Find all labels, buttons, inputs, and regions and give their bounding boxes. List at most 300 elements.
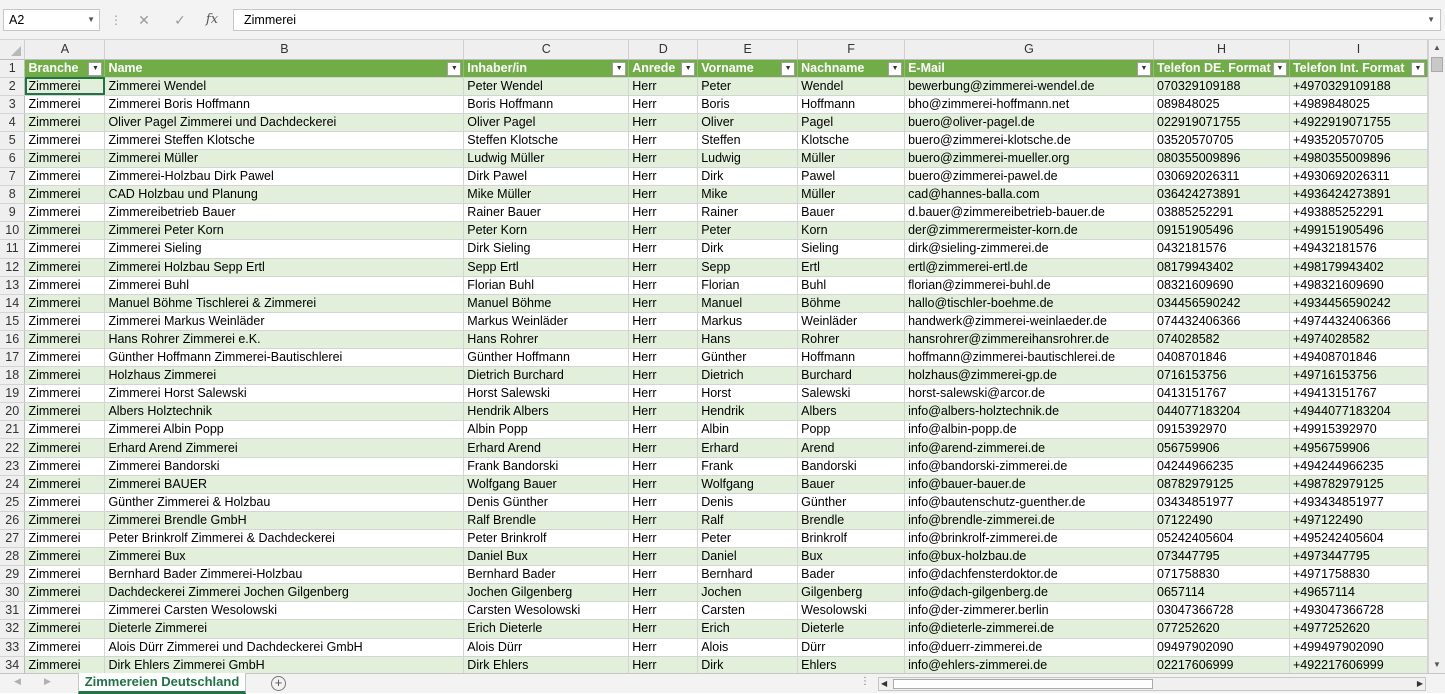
horizontal-scrollbar[interactable] (878, 677, 1426, 691)
table-cell[interactable]: florian@zimmerei-buhl.de (905, 276, 1154, 294)
table-cell[interactable]: Zimmerei Sieling (105, 240, 464, 258)
table-cell[interactable]: +4934456590242 (1289, 294, 1427, 312)
table-cell[interactable]: info@albin-popp.de (905, 421, 1154, 439)
table-cell[interactable]: Zimmerei Markus Weinläder (105, 312, 464, 330)
table-cell[interactable]: Denis (698, 493, 798, 511)
table-cell[interactable]: Erich Dieterle (464, 620, 629, 638)
table-cell[interactable]: 073447795 (1154, 548, 1290, 566)
table-cell[interactable]: +499497902090 (1289, 638, 1427, 656)
table-cell[interactable]: Rohrer (798, 330, 905, 348)
table-cell[interactable]: Zimmerei (25, 475, 105, 493)
select-all-button[interactable] (0, 40, 25, 59)
row-number[interactable]: 10 (0, 222, 25, 240)
table-cell[interactable]: Bux (798, 548, 905, 566)
table-cell[interactable]: Sepp (698, 258, 798, 276)
table-cell[interactable]: Bauer (798, 475, 905, 493)
table-cell[interactable]: Dieterle (798, 620, 905, 638)
table-cell[interactable]: Hans (698, 330, 798, 348)
header-cell[interactable] (464, 59, 629, 77)
table-cell[interactable]: buero@zimmerei-mueller.org (905, 149, 1154, 167)
table-cell[interactable]: Ehlers (798, 656, 905, 673)
table-cell[interactable]: Zimmerei Müller (105, 149, 464, 167)
table-cell[interactable]: Zimmerei (25, 240, 105, 258)
row-number[interactable]: 18 (0, 367, 25, 385)
table-cell[interactable]: Oliver Pagel Zimmerei und Dachdeckerei (105, 113, 464, 131)
table-cell[interactable]: Herr (629, 475, 698, 493)
table-cell[interactable]: +4971758830 (1289, 566, 1427, 584)
table-cell[interactable]: info@bauer-bauer.de (905, 475, 1154, 493)
table-cell[interactable]: Herr (629, 113, 698, 131)
table-cell[interactable]: Horst (698, 385, 798, 403)
table-cell[interactable]: info@bux-holzbau.de (905, 548, 1154, 566)
table-cell[interactable]: holzhaus@zimmerei-gp.de (905, 367, 1154, 385)
table-cell[interactable]: Wolfgang Bauer (464, 475, 629, 493)
table-cell[interactable]: Herr (629, 77, 698, 95)
table-cell[interactable]: Hans Rohrer (464, 330, 629, 348)
table-cell[interactable]: Zimmerei (25, 602, 105, 620)
scroll-right-icon[interactable]: ▶ (1416, 679, 1423, 688)
table-cell[interactable]: CAD Holzbau und Planung (105, 186, 464, 204)
table-cell[interactable]: 074432406366 (1154, 312, 1290, 330)
table-cell[interactable]: Hoffmann (798, 95, 905, 113)
table-cell[interactable]: Dieterle Zimmerei (105, 620, 464, 638)
table-cell[interactable]: Herr (629, 493, 698, 511)
row-number[interactable]: 12 (0, 258, 25, 276)
table-cell[interactable]: Burchard (798, 367, 905, 385)
table-cell[interactable]: Dietrich Burchard (464, 367, 629, 385)
table-cell[interactable]: Albin (698, 421, 798, 439)
table-cell[interactable]: Zimmerei BAUER (105, 475, 464, 493)
table-cell[interactable]: Dachdeckerei Zimmerei Jochen Gilgenberg (105, 584, 464, 602)
table-cell[interactable]: Dirk Ehlers Zimmerei GmbH (105, 656, 464, 673)
table-cell[interactable]: Zimmerei Peter Korn (105, 222, 464, 240)
table-cell[interactable]: 0432181576 (1154, 240, 1290, 258)
table-cell[interactable]: Hendrik Albers (464, 403, 629, 421)
name-box[interactable] (3, 9, 100, 31)
table-cell[interactable]: +498321609690 (1289, 276, 1427, 294)
table-cell[interactable]: Herr (629, 566, 698, 584)
table-cell[interactable]: +492217606999 (1289, 656, 1427, 673)
table-cell[interactable]: Dirk (698, 168, 798, 186)
table-cell[interactable]: info@dachfensterdoktor.de (905, 566, 1154, 584)
table-cell[interactable]: Rainer (698, 204, 798, 222)
row-number[interactable]: 13 (0, 276, 25, 294)
table-cell[interactable]: 05242405604 (1154, 529, 1290, 547)
table-cell[interactable]: Albin Popp (464, 421, 629, 439)
row-number[interactable]: 20 (0, 403, 25, 421)
table-cell[interactable]: buero@zimmerei-klotsche.de (905, 131, 1154, 149)
table-cell[interactable]: Markus Weinläder (464, 312, 629, 330)
table-cell[interactable]: Herr (629, 511, 698, 529)
table-cell[interactable]: Ertl (798, 258, 905, 276)
table-cell[interactable]: info@ehlers-zimmerei.de (905, 656, 1154, 673)
table-cell[interactable]: Dirk (698, 240, 798, 258)
table-cell[interactable]: info@dach-gilgenberg.de (905, 584, 1154, 602)
table-cell[interactable]: Zimmerei (25, 457, 105, 475)
table-cell[interactable]: 03885252291 (1154, 204, 1290, 222)
table-cell[interactable]: Florian Buhl (464, 276, 629, 294)
table-cell[interactable]: Herr (629, 385, 698, 403)
table-cell[interactable]: Zimmerei (25, 330, 105, 348)
table-cell[interactable]: Zimmerei Wendel (105, 77, 464, 95)
table-cell[interactable]: 09497902090 (1154, 638, 1290, 656)
table-cell[interactable]: Herr (629, 656, 698, 673)
row-number[interactable]: 27 (0, 529, 25, 547)
table-cell[interactable]: Zimmerei (25, 367, 105, 385)
table-cell[interactable]: +498179943402 (1289, 258, 1427, 276)
table-cell[interactable]: Dietrich (698, 367, 798, 385)
table-cell[interactable]: Herr (629, 95, 698, 113)
table-cell[interactable]: Zimmerei (25, 385, 105, 403)
table-cell[interactable]: Zimmerei (25, 566, 105, 584)
table-cell[interactable]: Herr (629, 457, 698, 475)
table-cell[interactable]: Herr (629, 240, 698, 258)
table-cell[interactable]: Albers Holztechnik (105, 403, 464, 421)
table-cell[interactable]: +49657114 (1289, 584, 1427, 602)
row-number[interactable]: 34 (0, 656, 25, 673)
table-cell[interactable]: 0413151767 (1154, 385, 1290, 403)
vertical-scroll-thumb[interactable] (1431, 57, 1443, 72)
table-cell[interactable]: Zimmerei (25, 638, 105, 656)
table-cell[interactable]: +49716153756 (1289, 367, 1427, 385)
table-cell[interactable]: Steffen Klotsche (464, 131, 629, 149)
table-cell[interactable]: Zimmerei Steffen Klotsche (105, 131, 464, 149)
table-cell[interactable]: Korn (798, 222, 905, 240)
table-cell[interactable]: +4944077183204 (1289, 403, 1427, 421)
row-number[interactable]: 14 (0, 294, 25, 312)
table-cell[interactable]: Herr (629, 186, 698, 204)
table-cell[interactable]: Oliver Pagel (464, 113, 629, 131)
table-cell[interactable]: Herr (629, 168, 698, 186)
table-cell[interactable]: Zimmerei (25, 511, 105, 529)
row-number[interactable]: 11 (0, 240, 25, 258)
table-cell[interactable]: Boris Hoffmann (464, 95, 629, 113)
table-cell[interactable]: Zimmerei (25, 584, 105, 602)
table-cell[interactable]: 070329109188 (1154, 77, 1290, 95)
table-cell[interactable]: bho@zimmerei-hoffmann.net (905, 95, 1154, 113)
table-cell[interactable]: Herr (629, 349, 698, 367)
row-number[interactable]: 3 (0, 95, 25, 113)
filter-dropdown-icon[interactable]: ▼ (88, 62, 102, 76)
table-cell[interactable]: Peter Brinkrolf Zimmerei & Dachdeckerei (105, 529, 464, 547)
table-cell[interactable]: Herr (629, 367, 698, 385)
table-cell[interactable]: Herr (629, 131, 698, 149)
table-cell[interactable]: Buhl (798, 276, 905, 294)
table-cell[interactable]: Erhard (698, 439, 798, 457)
table-cell[interactable]: Jochen Gilgenberg (464, 584, 629, 602)
row-number[interactable]: 16 (0, 330, 25, 348)
table-cell[interactable]: hallo@tischler-boehme.de (905, 294, 1154, 312)
table-cell[interactable]: +4930692026311 (1289, 168, 1427, 186)
column-header-h[interactable]: H (1154, 40, 1290, 59)
table-cell[interactable]: dirk@sieling-zimmerei.de (905, 240, 1154, 258)
table-cell[interactable]: Bernhard Bader Zimmerei-Holzbau (105, 566, 464, 584)
next-sheet-icon[interactable]: ▶ (44, 676, 51, 686)
previous-sheet-icon[interactable]: ◀ (14, 676, 21, 686)
row-number[interactable]: 29 (0, 566, 25, 584)
table-cell[interactable]: Herr (629, 439, 698, 457)
insert-function-icon[interactable]: fx (205, 12, 219, 27)
table-cell[interactable]: Günther Zimmerei & Holzbau (105, 493, 464, 511)
table-cell[interactable]: +4974432406366 (1289, 312, 1427, 330)
table-cell[interactable]: 07122490 (1154, 511, 1290, 529)
row-number[interactable]: 5 (0, 131, 25, 149)
table-cell[interactable]: Günther (798, 493, 905, 511)
table-cell[interactable]: Albers (798, 403, 905, 421)
table-cell[interactable]: Böhme (798, 294, 905, 312)
add-sheet-icon[interactable]: + (271, 676, 286, 691)
table-cell[interactable]: Zimmerei (25, 276, 105, 294)
table-cell[interactable]: Herr (629, 403, 698, 421)
table-cell[interactable]: Zimmerei (25, 168, 105, 186)
table-cell[interactable]: 03520570705 (1154, 131, 1290, 149)
table-cell[interactable]: +4970329109188 (1289, 77, 1427, 95)
column-header-b[interactable]: B (105, 40, 464, 59)
row-number[interactable]: 33 (0, 638, 25, 656)
table-cell[interactable]: Manuel Böhme Tischlerei & Zimmerei (105, 294, 464, 312)
table-cell[interactable]: +4989848025 (1289, 95, 1427, 113)
table-cell[interactable]: Horst Salewski (464, 385, 629, 403)
table-cell[interactable]: Manuel (698, 294, 798, 312)
table-cell[interactable]: Bernhard Bader (464, 566, 629, 584)
table-cell[interactable]: +4974028582 (1289, 330, 1427, 348)
table-cell[interactable]: hansrohrer@zimmereihansrohrer.de (905, 330, 1154, 348)
table-cell[interactable]: Frank Bandorski (464, 457, 629, 475)
table-cell[interactable]: Zimmerei (25, 312, 105, 330)
table-cell[interactable]: Zimmerei (25, 294, 105, 312)
table-cell[interactable]: Sieling (798, 240, 905, 258)
table-cell[interactable]: Zimmerei (25, 493, 105, 511)
column-header-a[interactable]: A (25, 40, 105, 59)
column-header-f[interactable]: F (798, 40, 905, 59)
table-cell[interactable]: info@bautenschutz-guenther.de (905, 493, 1154, 511)
table-cell[interactable]: 0657114 (1154, 584, 1290, 602)
table-cell[interactable]: +493434851977 (1289, 493, 1427, 511)
table-cell[interactable]: +497122490 (1289, 511, 1427, 529)
table-cell[interactable]: Dirk Ehlers (464, 656, 629, 673)
table-cell[interactable]: Zimmerei (25, 258, 105, 276)
header-cell[interactable] (25, 59, 105, 77)
table-cell[interactable]: Zimmerei (25, 113, 105, 131)
table-cell[interactable]: 0408701846 (1154, 349, 1290, 367)
table-cell[interactable]: Jochen (698, 584, 798, 602)
table-cell[interactable]: Alois Dürr Zimmerei und Dachdeckerei GmbH (105, 638, 464, 656)
row-number[interactable]: 22 (0, 439, 25, 457)
row-number[interactable]: 9 (0, 204, 25, 222)
table-cell[interactable]: Zimmerei Holzbau Sepp Ertl (105, 258, 464, 276)
table-cell[interactable]: Ralf (698, 511, 798, 529)
column-header-c[interactable]: C (464, 40, 629, 59)
table-cell[interactable]: Zimmerei (25, 131, 105, 149)
table-cell[interactable]: 02217606999 (1154, 656, 1290, 673)
table-cell[interactable]: Peter (698, 222, 798, 240)
table-cell[interactable]: info@bandorski-zimmerei.de (905, 457, 1154, 475)
table-cell[interactable]: Herr (629, 638, 698, 656)
header-cell[interactable] (1154, 59, 1290, 77)
table-cell[interactable]: 03434851977 (1154, 493, 1290, 511)
table-cell[interactable]: 089848025 (1154, 95, 1290, 113)
table-cell[interactable]: 09151905496 (1154, 222, 1290, 240)
table-cell[interactable]: Herr (629, 312, 698, 330)
table-cell[interactable]: Zimmerei Boris Hoffmann (105, 95, 464, 113)
table-cell[interactable]: 0915392970 (1154, 421, 1290, 439)
table-cell[interactable]: +495242405604 (1289, 529, 1427, 547)
table-cell[interactable]: Frank (698, 457, 798, 475)
table-cell[interactable]: Dürr (798, 638, 905, 656)
table-cell[interactable]: Herr (629, 602, 698, 620)
table-cell[interactable]: Ludwig Müller (464, 149, 629, 167)
table-cell[interactable]: Arend (798, 439, 905, 457)
row-number[interactable]: 4 (0, 113, 25, 131)
filter-dropdown-icon[interactable]: ▼ (612, 62, 626, 76)
table-cell[interactable]: Zimmerei (25, 439, 105, 457)
table-cell[interactable]: info@albers-holztechnik.de (905, 403, 1154, 421)
row-number[interactable]: 26 (0, 511, 25, 529)
table-cell[interactable]: 074028582 (1154, 330, 1290, 348)
table-cell[interactable]: +49413151767 (1289, 385, 1427, 403)
table-cell[interactable]: 071758830 (1154, 566, 1290, 584)
table-cell[interactable]: 03047366728 (1154, 602, 1290, 620)
table-cell[interactable]: Zimmerei (25, 403, 105, 421)
table-cell[interactable]: horst-salewski@arcor.de (905, 385, 1154, 403)
table-cell[interactable]: Zimmerei (25, 548, 105, 566)
row-number[interactable]: 2 (0, 77, 25, 95)
table-cell[interactable]: buero@oliver-pagel.de (905, 113, 1154, 131)
table-cell[interactable]: +4973447795 (1289, 548, 1427, 566)
table-cell[interactable]: Zimmerei Carsten Wesolowski (105, 602, 464, 620)
expand-formula-bar-icon[interactable]: ▼ (1427, 15, 1435, 24)
table-cell[interactable]: Herr (629, 529, 698, 547)
table-cell[interactable]: Wendel (798, 77, 905, 95)
row-number[interactable]: 15 (0, 312, 25, 330)
table-cell[interactable]: Peter (698, 77, 798, 95)
table-cell[interactable]: +4922919071755 (1289, 113, 1427, 131)
table-cell[interactable]: Carsten (698, 602, 798, 620)
table-cell[interactable]: Peter Korn (464, 222, 629, 240)
vertical-scrollbar[interactable] (1428, 40, 1445, 673)
table-cell[interactable]: Wolfgang (698, 475, 798, 493)
table-cell[interactable]: +498782979125 (1289, 475, 1427, 493)
table-cell[interactable]: Müller (798, 186, 905, 204)
row-number[interactable]: 32 (0, 620, 25, 638)
row-number[interactable]: 21 (0, 421, 25, 439)
table-cell[interactable]: Alois Dürr (464, 638, 629, 656)
table-cell[interactable]: 022919071755 (1154, 113, 1290, 131)
table-cell[interactable]: Alois (698, 638, 798, 656)
table-cell[interactable]: Gilgenberg (798, 584, 905, 602)
table-cell[interactable]: Zimmerei Horst Salewski (105, 385, 464, 403)
table-cell[interactable]: Herr (629, 421, 698, 439)
table-cell[interactable]: Herr (629, 294, 698, 312)
table-cell[interactable]: Ralf Brendle (464, 511, 629, 529)
scroll-left-icon[interactable]: ◀ (881, 679, 888, 688)
table-cell[interactable]: +493885252291 (1289, 204, 1427, 222)
column-header-i[interactable]: I (1289, 40, 1427, 59)
table-cell[interactable]: 04244966235 (1154, 457, 1290, 475)
table-cell[interactable]: Zimmereibetrieb Bauer (105, 204, 464, 222)
table-cell[interactable]: Zimmerei Bux (105, 548, 464, 566)
table-cell[interactable]: Bandorski (798, 457, 905, 475)
row-number[interactable]: 7 (0, 168, 25, 186)
table-cell[interactable]: Hendrik (698, 403, 798, 421)
table-cell[interactable]: info@brinkrolf-zimmerei.de (905, 529, 1154, 547)
table-cell[interactable]: Pagel (798, 113, 905, 131)
table-cell[interactable]: Pawel (798, 168, 905, 186)
table-cell[interactable]: Bader (798, 566, 905, 584)
table-cell[interactable]: 08321609690 (1154, 276, 1290, 294)
row-number[interactable]: 17 (0, 349, 25, 367)
row-number[interactable]: 25 (0, 493, 25, 511)
row-number[interactable]: 1 (0, 59, 25, 77)
row-number[interactable]: 28 (0, 548, 25, 566)
table-cell[interactable]: Herr (629, 276, 698, 294)
filter-dropdown-icon[interactable]: ▼ (681, 62, 695, 76)
header-cell[interactable] (1289, 59, 1427, 77)
table-cell[interactable]: 077252620 (1154, 620, 1290, 638)
header-cell[interactable] (629, 59, 698, 77)
table-cell[interactable]: +494244966235 (1289, 457, 1427, 475)
table-cell[interactable]: 08179943402 (1154, 258, 1290, 276)
table-cell[interactable]: info@der-zimmerer.berlin (905, 602, 1154, 620)
header-cell[interactable] (698, 59, 798, 77)
table-cell[interactable]: +4977252620 (1289, 620, 1427, 638)
table-cell[interactable]: buero@zimmerei-pawel.de (905, 168, 1154, 186)
table-cell[interactable]: info@dieterle-zimmerei.de (905, 620, 1154, 638)
header-cell[interactable] (105, 59, 464, 77)
table-cell[interactable]: Brinkrolf (798, 529, 905, 547)
table-cell[interactable]: Herr (629, 620, 698, 638)
table-cell[interactable]: Günther Hoffmann (464, 349, 629, 367)
table-cell[interactable]: Ludwig (698, 149, 798, 167)
table-cell[interactable]: Peter Wendel (464, 77, 629, 95)
table-cell[interactable]: Erich (698, 620, 798, 638)
table-cell[interactable]: Zimmerei (25, 95, 105, 113)
table-cell[interactable]: Zimmerei Albin Popp (105, 421, 464, 439)
table-cell[interactable]: Peter (698, 529, 798, 547)
table-cell[interactable]: Dirk Pawel (464, 168, 629, 186)
table-cell[interactable]: +49432181576 (1289, 240, 1427, 258)
table-cell[interactable]: d.bauer@zimmereibetrieb-bauer.de (905, 204, 1154, 222)
table-cell[interactable]: 056759906 (1154, 439, 1290, 457)
table-cell[interactable]: bewerbung@zimmerei-wendel.de (905, 77, 1154, 95)
name-box-dropdown-icon[interactable]: ▼ (87, 15, 95, 24)
table-cell[interactable]: Zimmerei Buhl (105, 276, 464, 294)
row-number[interactable]: 19 (0, 385, 25, 403)
table-cell[interactable]: Manuel Böhme (464, 294, 629, 312)
table-cell[interactable]: Carsten Wesolowski (464, 602, 629, 620)
table-cell[interactable]: Daniel (698, 548, 798, 566)
table-cell[interactable]: Müller (798, 149, 905, 167)
table-cell[interactable]: Peter Brinkrolf (464, 529, 629, 547)
filter-dropdown-icon[interactable]: ▼ (1273, 62, 1287, 76)
table-cell[interactable]: +499151905496 (1289, 222, 1427, 240)
table-cell[interactable]: info@duerr-zimmerei.de (905, 638, 1154, 656)
table-cell[interactable]: Herr (629, 330, 698, 348)
table-cell[interactable]: Zimmerei (25, 204, 105, 222)
table-cell[interactable]: Mike Müller (464, 186, 629, 204)
table-cell[interactable]: 044077183204 (1154, 403, 1290, 421)
table-cell[interactable]: Zimmerei (25, 421, 105, 439)
sheet-tab-zimmereien[interactable]: Zimmereien Deutschland (78, 673, 246, 694)
table-cell[interactable]: Herr (629, 258, 698, 276)
table-cell[interactable]: Zimmerei-Holzbau Dirk Pawel (105, 168, 464, 186)
table-cell[interactable]: Herr (629, 222, 698, 240)
column-header-g[interactable]: G (905, 40, 1154, 59)
table-cell[interactable]: hoffmann@zimmerei-bautischlerei.de (905, 349, 1154, 367)
table-cell[interactable]: Dirk Sieling (464, 240, 629, 258)
table-cell[interactable]: Steffen (698, 131, 798, 149)
table-cell[interactable]: Zimmerei Bandorski (105, 457, 464, 475)
